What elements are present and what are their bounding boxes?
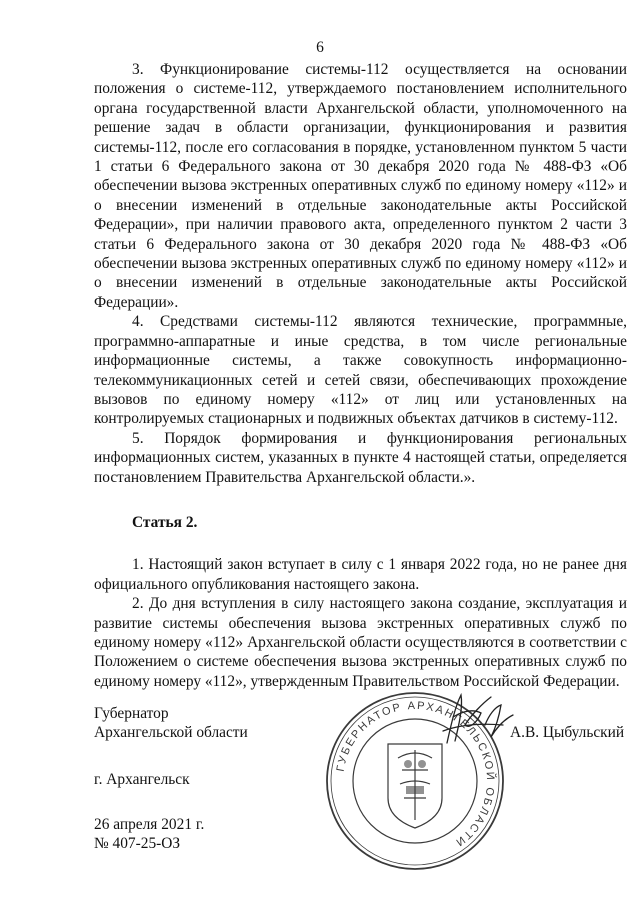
handwritten-signature-icon [425,685,525,755]
paragraph-5: 5. Порядок формирования и функционирования региональных информационных систем, указанных в пункте 4 настоящей статьи, определяется постановлением Правительства Архангельской области.». [94,429,627,486]
signatory-title-line-2: Архангельской области [94,724,248,742]
paragraph-3: 3. Функционирование системы-112 осуществляется на основании положения о системе-112, утверждаемого постановлением исполнительного органа государственной власти Архангельской области, уполномоченного на решение задач в области организации, функционирования и развития системы-112, после его согласования в порядке, установленном пунктом 5 части 1 статьи 6 Федерального закона от 30 декабря 2020 года № 488-ФЗ «Об обеспечении вызова экстренных оперативных служб по единому номеру «112» и о внесении изменений в отдельные законодательные акты Российской Федерации», при наличии правового акта, определенного пунктом 2 части 3 статьи 6 Федерального закона от 30 декабря 2020 года № 488-ФЗ «Об обеспечении вызова экстренных оперативных служб по единому номеру «112» и о внесении изменений в отдельные законодательные акты Российской Федерации». [94,61,627,311]
paragraph-4: 4. Средствами системы-112 являются технические, программные, программно-аппаратные и иные средства, в том числе региональные информационные системы, а также совокупность информационно-телекоммуникационных сетей и сетей связи, обеспечивающих прохождение вызовов по единому номеру «112» от лиц или установленных на контролируемых стационарных и подвижных объектах датчиков в систему-112. [94,313,627,428]
signing-place: г. Архангельск [94,771,190,788]
page-number: 6 [316,39,324,56]
law-number: № 407-25-ОЗ [94,835,181,853]
article-2-paragraph-2: 2. До дня вступления в силу настоящего закона создание, эксплуатация и развитие системы обеспечения вызова экстренных оперативных служб по единому номеру «112» Архангельской области осуществляются в соответствии с Положением о системе обеспечения вызова экстренных оперативных служб по единому номеру «112», утвержденным Правительством Российской Федерации. [94,595,627,690]
signatory-name: А.В. Цыбульский [510,724,625,741]
document-body [94,60,627,691]
article-2-title: Статья 2. [132,513,198,531]
signing-details [94,815,204,854]
signatory-title-line-1: Губернатор [94,705,169,722]
svg-text:ГУБЕРНАТОР АРХАНГЕЛЬСКОЙ ОБЛАС: ГУБЕРНАТОР АРХАНГЕЛЬСКОЙ ОБЛАСТИ [334,699,497,850]
signing-date: 26 апреля 2021 г. [94,816,205,833]
signatory-title [94,704,248,743]
article-2-paragraph-1: 1. Настоящий закон вступает в силу с 1 января 2022 года, но не ранее дня официального опубликования настоящего закона. [94,556,627,593]
